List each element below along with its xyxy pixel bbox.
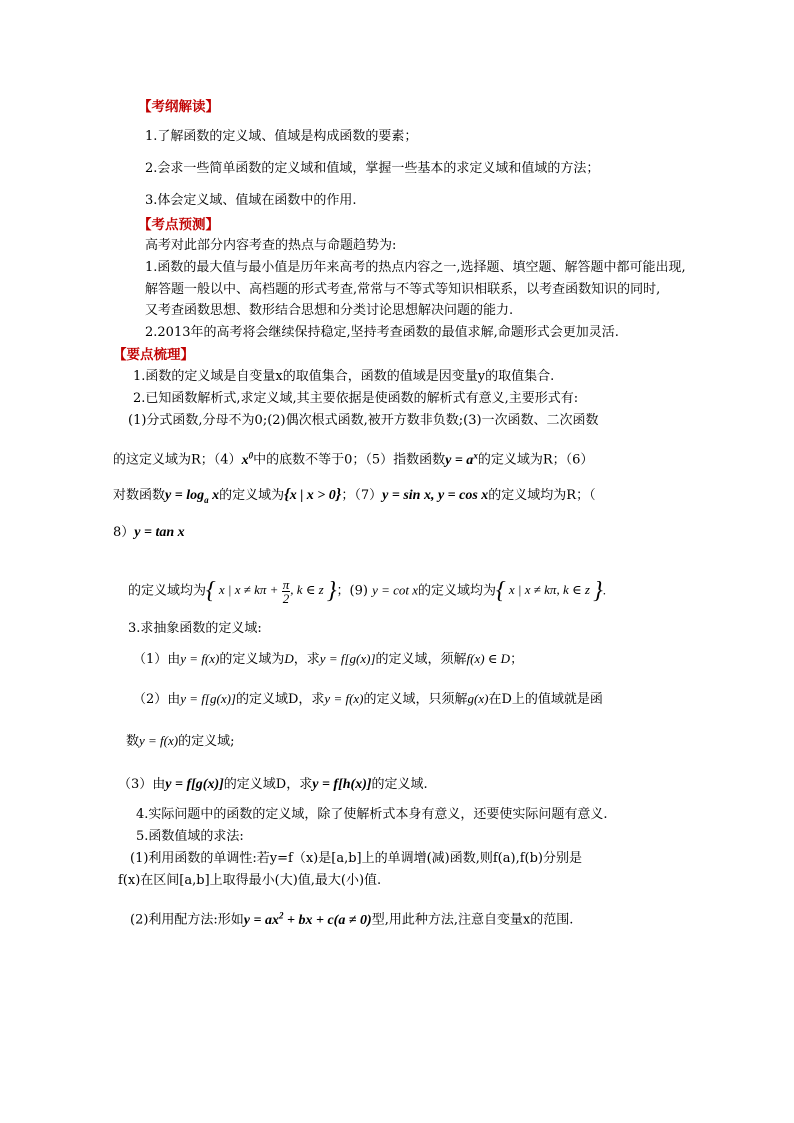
text-segment: 的定义域D，求 [223, 777, 313, 792]
math-cot-domain: { x | x ≠ kπ, k ∈ z } [496, 578, 603, 605]
keypoint-5-2 [130, 906, 573, 930]
keypoint-3-2-cont [126, 732, 235, 751]
text-segment: 的定义域，须解 [375, 652, 467, 667]
text-segment: 型,用此种方法,注意自变量x的范围. [371, 912, 574, 928]
keypoint-2-line2 [113, 446, 593, 470]
keypoint-4: 4.实际问题中的函数的定义域，除了使解析式本身有意义，还要使实际问题有意义. [136, 807, 608, 822]
math-y-fgx-bold: y = f[g(x)] [165, 777, 224, 792]
forecast-p2: 2.2013年的高考将会继续保持稳定,坚持考查函数的最值求解,命题形式会更加灵活. [145, 325, 619, 340]
math-set-x-positive: {x | x > 0} [284, 486, 342, 503]
keypoint-3-3 [118, 776, 428, 794]
keypoint-2-line5: 的定义域均为{ x | x ≠ kπ + $\frac{\pi}{2}$ , k ∈ z }；(9) y = cot x的定义域均为{ x | x ≠ kπ, k ∈ z }. [128, 577, 606, 606]
keypoint-3-1 [133, 650, 523, 669]
text-segment: 中的底数不等于0；（5）指数函数 [253, 452, 446, 468]
math-y-fx: y = f(x) [139, 733, 179, 748]
keypoint-2-line1: (1)分式函数,分母不为0;(2)偶次根式函数,被开方数非负数;(3)一次函数、二次函数 [128, 413, 599, 428]
text-segment: 对数函数 [113, 488, 166, 503]
math-tan: y = tan x [134, 525, 185, 540]
text-segment: 的定义域为R；（6） [477, 452, 594, 468]
text-segment: 8） [113, 525, 135, 540]
text-segment: 的定义域; [178, 734, 235, 749]
forecast-p1-line1: 1.函数的最大值与最小值是历年来高考的热点内容之一,选择题、填空题、解答题中都可能出现, [145, 260, 686, 275]
math-y-fgx: y = f[g(x)] [319, 651, 376, 666]
text-segment: ，求 [293, 652, 320, 667]
outline-item-1: 1.了解函数的定义域、值域是构成函数的要素； [145, 129, 418, 144]
keypoints-heading: 【要点梳理】 [113, 347, 194, 363]
forecast-intro: 高考对此部分内容考查的热点与命题趋势为: [145, 238, 397, 253]
keypoint-2-line4 [113, 524, 185, 542]
forecast-p1-line2: 解答题一般以中、高档题的形式考查,常常与不等式等知识相联系，以考查函数知识的同时, [145, 282, 661, 297]
text-segment: 的定义域均为 [128, 583, 207, 599]
keypoint-1: 1.函数的定义域是自变量x的取值集合，函数的值域是因变量y的取值集合. [133, 369, 555, 384]
outline-item-2: 2.会求一些简单函数的定义域和值域，掌握一些基本的求定义域和值域的方法； [145, 161, 600, 176]
math-y-fx: y = f(x) [324, 691, 364, 706]
math-quadratic: $y = ax^2$ + bx + c(a ≠ 0) [243, 910, 372, 928]
text-segment: 的这定义域为R；（4） [113, 452, 242, 468]
keypoint-2-line3 [113, 486, 596, 509]
text-segment: （2）由 [133, 692, 181, 707]
keypoint-2: 2.已知函数解析式,求定义域,其主要依据是使函数的解析式有意义,主要形式有: [133, 391, 579, 406]
text-segment: （3）由 [118, 777, 166, 792]
fraction-pi-over-2: $\frac{\pi}{2}$ [282, 577, 290, 606]
text-segment: 的定义域为 [219, 488, 285, 503]
math-cot: y = cot x [372, 582, 419, 598]
text-segment: 的定义域，只须解 [363, 692, 468, 707]
text-segment: 的定义域. [371, 777, 428, 792]
math-y-fhx-bold: y = f[h(x)] [312, 777, 372, 792]
keypoint-5-1-line1: (1)利用函数的单调性:若y=f（x)是[a,b]上的单调增(减)函数,则f(a),f(b)分别是 [130, 851, 582, 866]
math-exponential: $y = a^x$ [445, 450, 478, 468]
math-y-fgx: y = f[g(x)] [180, 691, 236, 706]
text-segment: 的定义域D，求 [235, 692, 325, 707]
text-segment: （1）由 [133, 652, 181, 667]
text-segment: ；(9) [336, 583, 368, 599]
keypoint-3: 3.求抽象函数的定义域: [128, 621, 262, 636]
keypoint-5-1-line2: f(x)在区间[a,b]上取得最小(大)值,最大(小)值. [118, 873, 382, 888]
math-fx-in-D: f(x) ∈ D [466, 651, 511, 666]
forecast-p1-line3: 又考查函数思想、数形结合思想和分类讨论思想解决问题的能力. [145, 303, 514, 318]
keypoint-3-2 [133, 690, 603, 709]
text-segment: ； [510, 652, 524, 667]
forecast-heading: 【考点预测】 [138, 217, 219, 233]
text-segment: ；（7） [341, 488, 383, 503]
text-segment: (2)利用配方法:形如 [130, 912, 244, 928]
math-x-power-0: $x^0$ [241, 450, 254, 468]
text-segment: 的定义域均为 [418, 583, 497, 599]
text-segment: 的定义域为 [219, 652, 285, 667]
math-y-fx: y = f(x) [180, 651, 220, 666]
text-segment: 的定义域均为R；（ [488, 488, 596, 503]
math-sin-cos: y = sin x, y = cos x [382, 488, 489, 503]
math-D: D [284, 651, 294, 666]
text-segment: 数 [126, 734, 140, 749]
outline-item-3: 3.体会定义域、值域在函数中的作用. [145, 193, 357, 208]
outline-heading: 【考纲解读】 [138, 99, 219, 115]
math-gx: g(x) [467, 691, 489, 706]
math-logarithm: $y = \log_a x$ [165, 488, 220, 505]
math-tan-domain: { x | x ≠ kπ + $\frac{\pi}{2}$ , k ∈ z } [206, 577, 337, 606]
text-segment: 在D上的值域就是函 [488, 692, 603, 707]
keypoint-5: 5.函数值域的求法: [136, 829, 244, 844]
